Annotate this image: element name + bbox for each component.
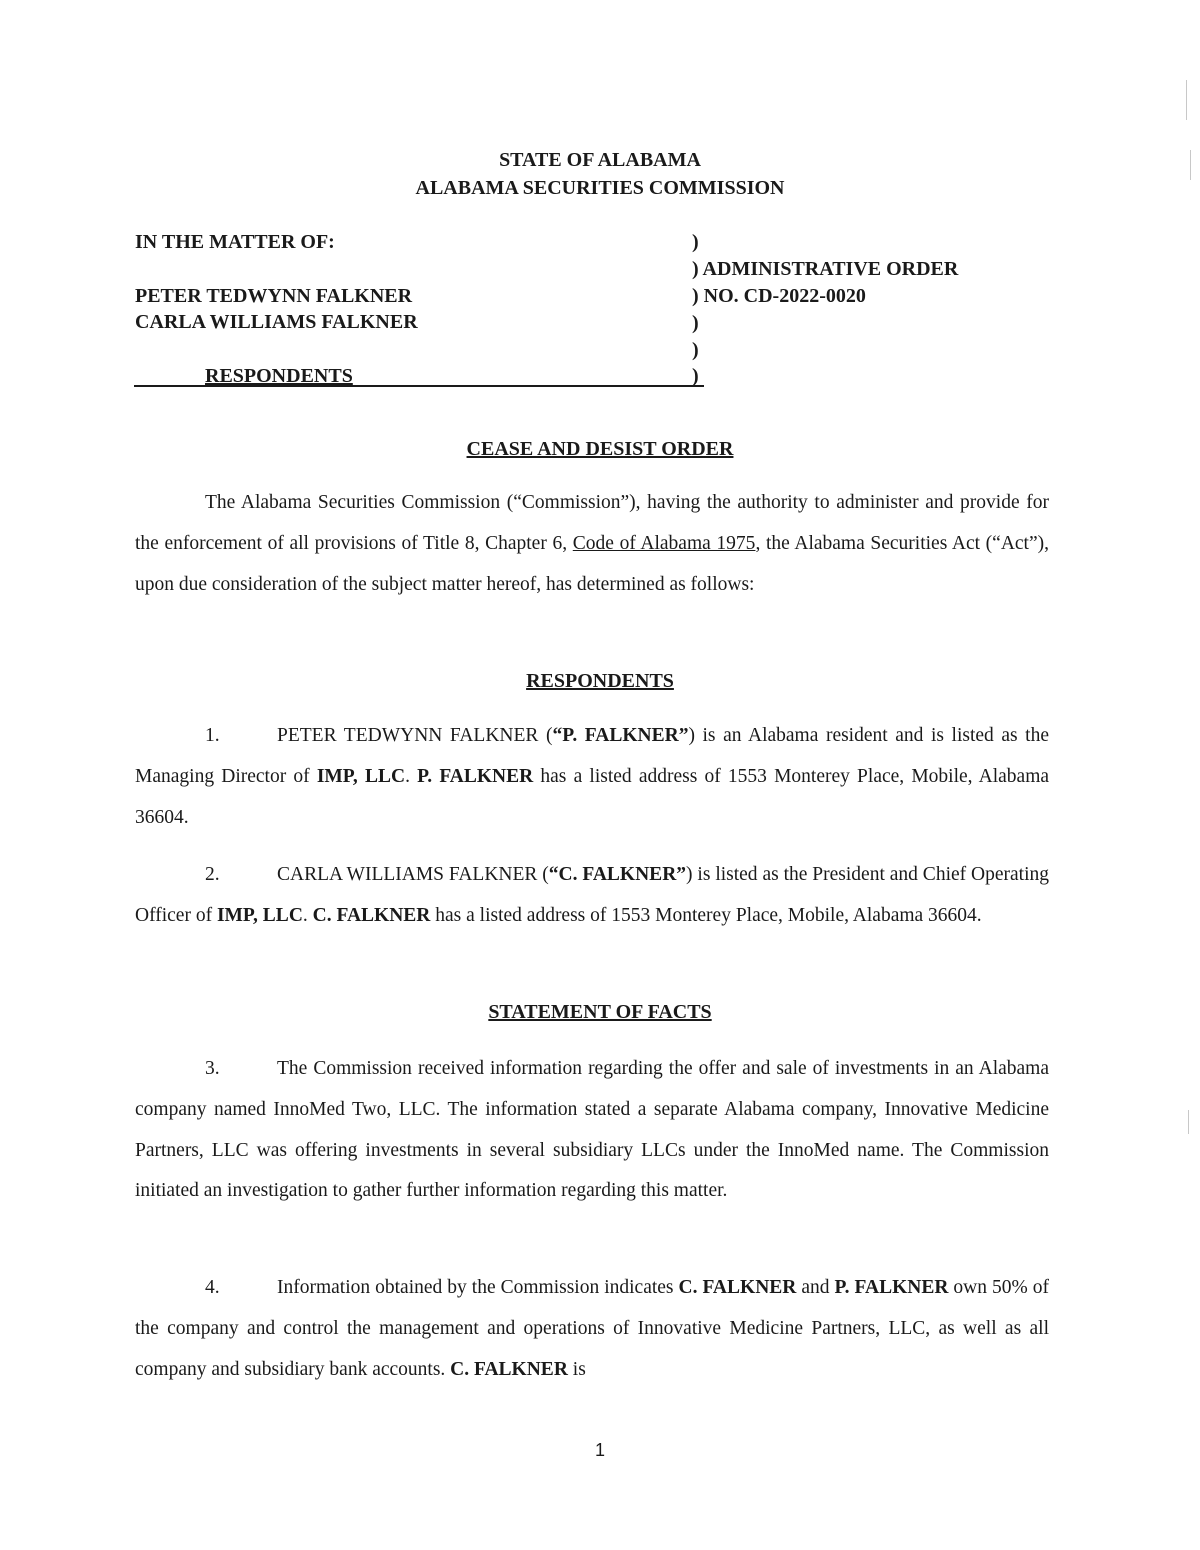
paragraph-number: 2. [205, 864, 220, 885]
paragraph-text: is [567, 1358, 586, 1380]
order-type: ) ADMINISTRATIVE ORDER [692, 258, 959, 280]
facts-heading: STATEMENT OF FACTS [488, 1001, 712, 1023]
paragraph-text: and [796, 1277, 835, 1298]
paragraph-number: 3. [205, 1058, 220, 1079]
intro-paragraph [135, 483, 1049, 605]
company-name: IMP, LLC [216, 904, 303, 926]
scan-artifact [1188, 1110, 1189, 1134]
paragraph-text: . [405, 765, 418, 787]
respondent-name-1: PETER TEDWYNN FALKNER [135, 285, 413, 307]
header-state: STATE OF ALABAMA [499, 149, 701, 171]
intro-text-1: The Alabama Securities Commission (“Commission”), having the authority to administer and provide for the enforcement of all provisions of Title 8, Chapter 6, [135, 492, 1049, 554]
defined-term: P. FALKNER [417, 765, 534, 787]
paragraph-1 [135, 716, 1049, 838]
paragraph-2 [135, 855, 1049, 937]
paragraph-text: CARLA WILLIAMS FALKNER ( [277, 864, 549, 885]
respondents-heading: RESPONDENTS [526, 670, 674, 692]
scan-artifact [1186, 80, 1187, 120]
order-number: ) NO. CD-2022-0020 [692, 285, 866, 307]
paragraph-3 [135, 1049, 1049, 1212]
paragraph-text: has a listed address of 1553 Monterey Place, Mobile, Alabama 36604. [430, 904, 982, 926]
caption-paren: ) [692, 339, 699, 361]
paragraph-text: has a listed address of 1553 Monterey Place, Mobile, Alabama 36604. [135, 765, 1050, 828]
respondent-name-2: CARLA WILLIAMS FALKNER [135, 311, 418, 333]
defined-term: C. FALKNER [450, 1358, 568, 1380]
defined-term: “P. FALKNER” [552, 725, 689, 746]
defined-term: “C. FALKNER” [548, 864, 687, 885]
caption-rule [134, 385, 704, 387]
matter-label: IN THE MATTER OF: [135, 231, 335, 253]
defined-term: P. FALKNER [834, 1277, 949, 1298]
paragraph-text: Information obtained by the Commission indicates [277, 1277, 679, 1298]
respondents-label: RESPONDENTS [205, 365, 353, 387]
caption-paren: ) [692, 231, 699, 253]
defined-term: C. FALKNER [312, 904, 431, 926]
paragraph-text: own 50% of the company and control the management and operations of Innovative Medicine Partners, LLC, as well as all company and subsidiary bank accounts. [135, 1277, 1049, 1380]
page-number: 1 [594, 1440, 605, 1460]
caption-paren: ) [692, 365, 699, 387]
paragraph-4 [135, 1268, 1049, 1390]
paragraph-text: PETER TEDWYNN FALKNER ( [277, 725, 553, 746]
paragraph-number: 1. [205, 725, 220, 746]
company-name: IMP, LLC [316, 765, 406, 787]
intro-text-2: , the Alabama Securities Act (“Act”), upon due consideration of the subject matter hereof, has determined as follows: [135, 532, 1049, 595]
paragraph-text: ) is listed as the President and Chief Operating Officer of [135, 864, 1049, 926]
paragraph-text: ) is an Alabama resident and is listed as the Managing Director of [135, 725, 1050, 787]
paragraph-number: 4. [205, 1277, 220, 1298]
code-reference: Code of Alabama 1975 [572, 532, 756, 554]
header-commission: ALABAMA SECURITIES COMMISSION [415, 177, 785, 199]
paragraph-text: The Commission received information regarding the offer and sale of investments in an Alabama company named InnoMed Two, LLC. The information stated a separate Alabama company, Innovative Medicine Partners, LLC was offering investments in several subsidiary LLCs under the InnoMed name. The Commission initiated an investigation to gather further information regarding this matter. [135, 1058, 1049, 1202]
defined-term: C. FALKNER [678, 1277, 797, 1298]
paragraph-text: . [302, 904, 313, 926]
caption-paren: ) [692, 312, 699, 334]
order-title: CEASE AND DESIST ORDER [466, 438, 734, 460]
